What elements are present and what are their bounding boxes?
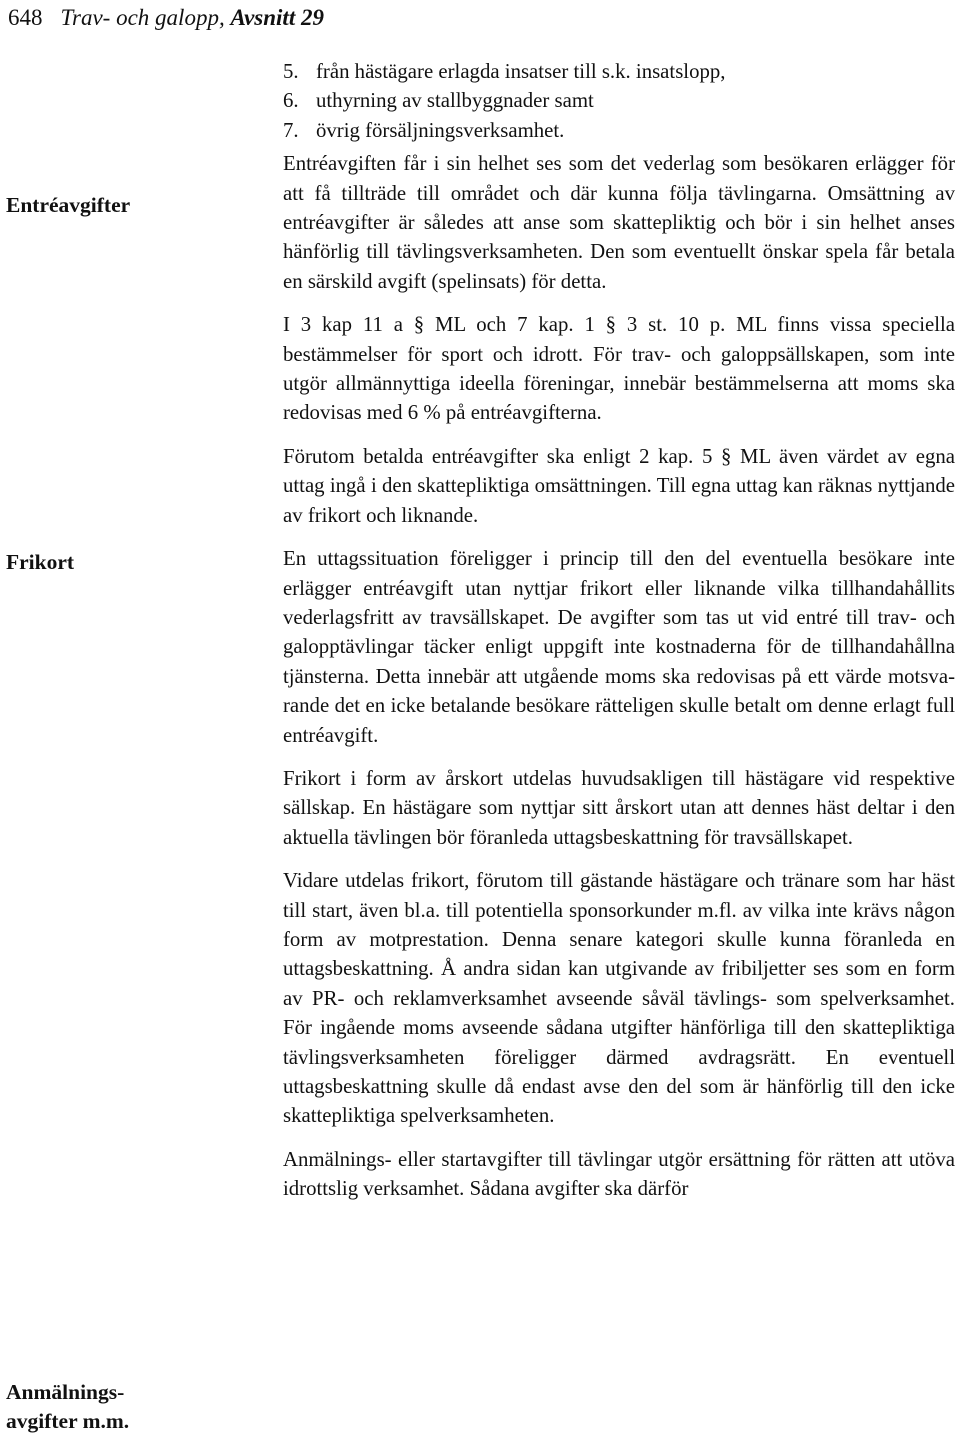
list-item bbox=[283, 86, 955, 115]
side-heading-line: Anmälnings- bbox=[6, 1380, 125, 1404]
running-title-section: Avsnitt 29 bbox=[230, 5, 324, 30]
paragraph-arskort: Frikort i form av årskort utdelas huvudsakligen till hästägare vid respektive sällskap. En hästägare som nyttjar sitt årskort utan att dennes häst deltar i den aktuella tävlingen bör föranleda uttagsbeskattning för travsällskapet. bbox=[283, 766, 955, 849]
side-heading-frikort: Frikort bbox=[6, 550, 75, 574]
running-title bbox=[61, 5, 324, 30]
list-item bbox=[283, 57, 955, 86]
page-header bbox=[8, 2, 324, 34]
list-item-number: 6. bbox=[283, 89, 299, 113]
continued-list bbox=[283, 57, 955, 145]
paragraph-uttagssituation: En uttagssituation föreligger i princip till den del eventuella besökare inte erlägger entréavgift utan nyttjar frikort eller liknande vilka tillhandahållits vederlagsfritt av travsällskapet. De avgifter som tas ut vid entré till trav- och galopptävlingar täcker enligt uppgift inte kostnaderna för de tillhandahållna tjänsterna. Detta innebär att utgående moms ska redovisas på ett värde motsvarande det en icke betalande besökare rätteligen skulle betalt om denne erlagt full entréavgift. bbox=[283, 547, 955, 747]
list-item-text: från hästägare erlagda insatser till s.k. insatslopp, bbox=[316, 60, 726, 83]
page-number: 648 bbox=[8, 5, 43, 30]
paragraph-egna-uttag: Förutom betalda entréavgifter ska enligt 2 kap. 5 § ML även värdet av egna uttag ingå i den skattepliktiga omsättningen. Till egna uttag kan räknas nyttjande av frikort och liknande. bbox=[283, 444, 955, 527]
main-text-column bbox=[283, 57, 955, 1218]
paragraph-anmalningsavgifter: Anmälnings- eller startavgifter till tävlingar utgör ersättning för rätten att utöva idrottslig verksamhet. Sådana avgifter ska därför bbox=[283, 1147, 955, 1201]
side-heading-line: avgifter m.m. bbox=[6, 1409, 130, 1433]
side-heading-anmalningsavgifter bbox=[6, 1378, 129, 1436]
list-item bbox=[283, 116, 955, 145]
paragraph-ml-bestammelser: I 3 kap 11 a § ML och 7 kap. 1 § 3 st. 10 p. ML finns vissa speciella bestämmelser för sport och idrott. För trav- och galoppsällskapen, som inte utgör allmännyttiga ideella föreningar, innebär bestämmelserna att moms ska redovisas med 6 % på entréavgifterna. bbox=[283, 313, 955, 425]
list-item-number: 5. bbox=[283, 60, 299, 83]
list-item-text: uthyrning av stallbyggnader samt bbox=[316, 89, 594, 113]
list-item-text: övrig försäljningsverksamhet. bbox=[316, 118, 565, 142]
paragraph-fribiljetter: Vidare utdelas frikort, förutom till gästande hästägare och tränare som har häst till start, även bl.a. till potentiella sponsorkunder m.fl. av vilka inte krävs någon form av motprestation. Denna senare kategori skulle kunna föranleda en uttagsbeskattning. Å andra sidan kan utgivande av fribiljetter ses som en form av PR- och reklamverksamhet avseende såväl tävlings- som spelverksamhet. För ingående moms avseende sådana utgifter hänförliga till den skattepliktiga tävlingsverksamheten föreligger därmed avdragsrätt. En eventuell uttagsbeskattning skulle då endast avse den del som är hänförlig till den icke skattepliktiga spelverksamheten. bbox=[283, 869, 955, 1128]
paragraph-entreavgiften: Entréavgiften får i sin helhet ses som det vederlag som besökaren erlägger för att få tillträde till området och där kunna följa tävlingarna. Omsättning av entréavgifter är således att anse som skattepliktig och bör i sin helhet anses hänförlig till tävlingsverksamheten. Den som eventuellt önskar spela får betala en särskild avgift (spelinsats) för detta. bbox=[283, 152, 955, 293]
running-title-prefix: Trav- och galopp, bbox=[60, 5, 231, 30]
side-heading-entreavgifter: Entréavgifter bbox=[6, 193, 131, 217]
list-item-number: 7. bbox=[283, 118, 299, 142]
